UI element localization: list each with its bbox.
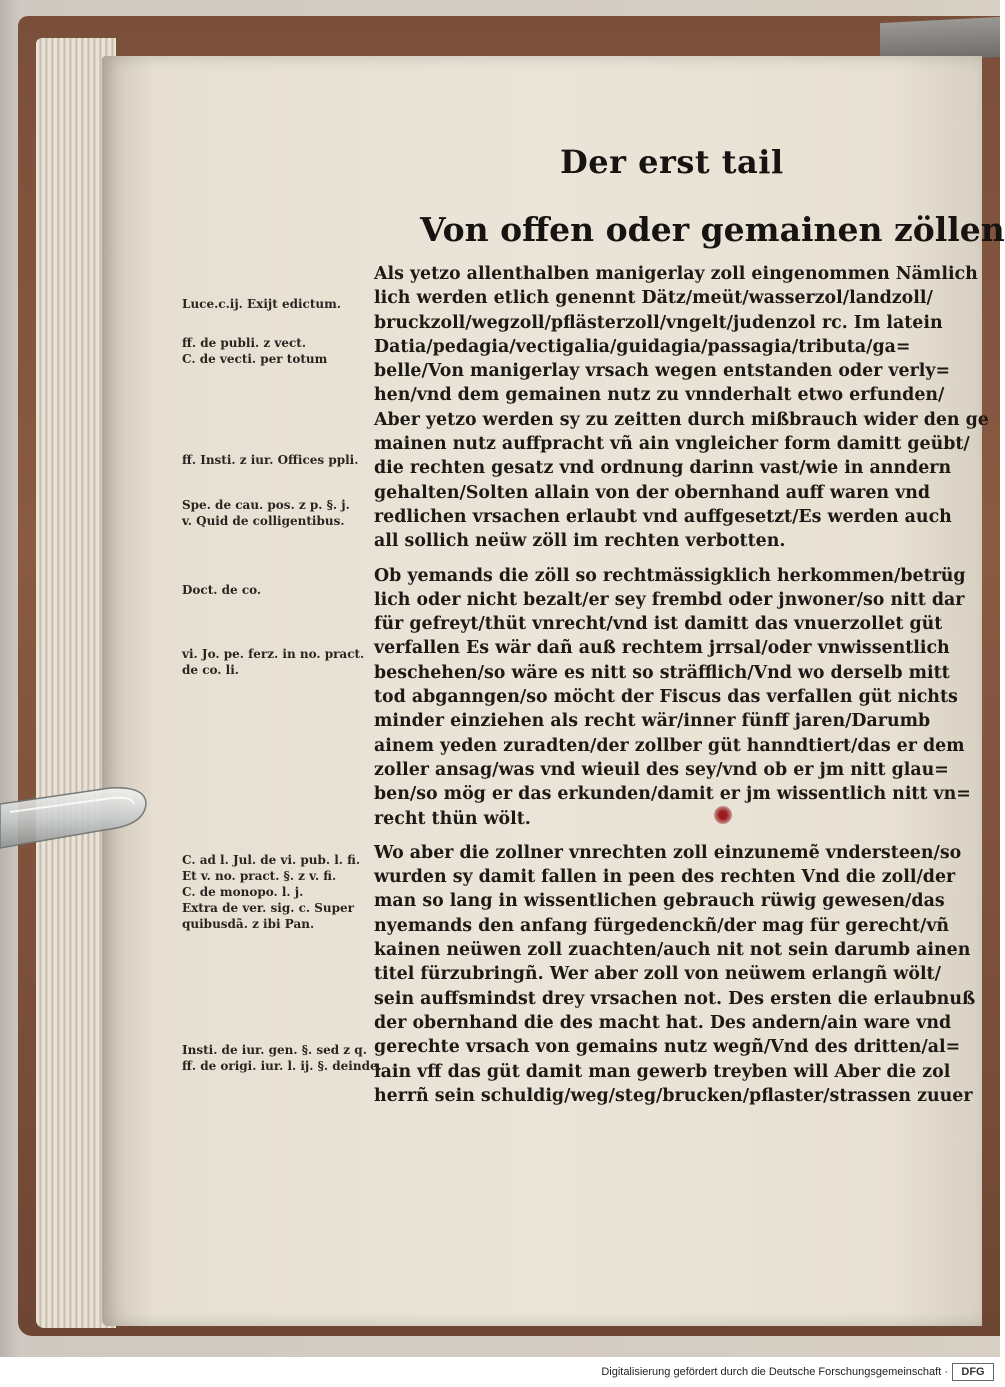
text-line: tod abganngen/so möcht der Fiscus das verfallen güt nichts xyxy=(374,687,958,708)
paragraph-3 xyxy=(374,841,976,1108)
margin-note-line: de co. li. xyxy=(182,663,239,677)
text-line: redlichen vrsachen erlaubt vnd auffgesetzt/Es werden auch xyxy=(374,506,952,527)
margin-note-line: Et v. no. pract. §. z v. fi. xyxy=(182,869,337,883)
main-text-column xyxy=(374,262,989,1108)
text-line: ben/so mög er das erkunden/damit er jm wissentlich nitt vn= xyxy=(374,784,971,805)
text-line: Ob yemands die zöll so rechtmässigklich herkommen/betrüg xyxy=(374,565,966,586)
text-line: recht thün wölt. xyxy=(374,808,531,829)
text-line: nyemands den anfang fürgedenckñ/der mag für gerecht/vñ xyxy=(374,915,950,936)
text-line: lain vff das güt damit man gewerb treyben will Aber die zol xyxy=(374,1061,951,1082)
dfg-logo: DFG xyxy=(952,1363,994,1381)
page-clip xyxy=(0,782,150,852)
text-line: verfallen Es wär dañ auß rechtem jrrsal/oder vnwissentlich xyxy=(374,638,950,659)
section-heading: Von offen oder gemainen zöllen xyxy=(420,210,1005,249)
margin-note-line: Spe. de cau. pos. z p. §. j. xyxy=(182,498,350,512)
text-line: mainen nutz auffpracht vñ ain vngleicher form damitt geübt/ xyxy=(374,434,970,455)
text-line: lich oder nicht bezalt/er sey frembd oder jnwoner/so nitt dar xyxy=(374,589,965,610)
text-line: die rechten gesatz vnd ordnung darinn vast/wie in anndern xyxy=(374,458,952,479)
text-line: all sollich neüw zöll im rechten verbotten. xyxy=(374,531,786,552)
text-line: minder einziehen als recht wär/inner fünff jaren/Darumb xyxy=(374,711,931,732)
margin-note-line: quibusdã. z ibi Pan. xyxy=(182,917,315,931)
text-line: gerechte vrsach von gemains nutz wegñ/Vnd des dritten/al= xyxy=(374,1037,961,1058)
margin-note-line: C. de monopo. l. j. xyxy=(182,885,304,899)
paragraph-1 xyxy=(374,262,989,554)
text-line: belle/Von manigerlay vrsach wegen entstanden oder verly= xyxy=(374,361,951,382)
margin-note xyxy=(182,497,360,529)
margin-note-line: C. ad l. Jul. de vi. pub. l. fi. xyxy=(182,853,361,867)
text-line: herrñ sein schuldig/weg/steg/brucken/pflaster/strassen zuuer xyxy=(374,1085,973,1106)
margin-note-line: v. Quid de colligentibus. xyxy=(182,514,345,528)
text-line: Als yetzo allenthalben manigerlay zoll eingenommen Nämlich xyxy=(374,264,978,284)
text-line: lich werden etlich genennt Dätz/meüt/wasserzol/landzoll/ xyxy=(374,288,933,309)
funding-credit: Digitalisierung gefördert durch die Deutsche Forschungsgemeinschaft · xyxy=(601,1366,948,1378)
text-line: der obernhand die des macht hat. Des andern/ain ware vnd xyxy=(374,1012,952,1033)
text-line: titel fürzubringñ. Wer aber zoll von neüwem erlangñ wölt/ xyxy=(374,964,941,985)
text-line: zoller ansag/was vnd wieuil des sey/vnd ob er jm nitt glau= xyxy=(374,759,949,780)
text-line: Aber yetzo werden sy zu zeitten durch mißbrauch wider den ge xyxy=(374,409,989,430)
text-line: bruckzoll/wegzoll/pflästerzoll/vngelt/judenzol rc. Im latein xyxy=(374,312,943,333)
margin-note xyxy=(182,1042,382,1074)
text-line: ainem yeden zuradten/der zollber güt hanndtiert/das er dem xyxy=(374,735,965,756)
paragraph-2 xyxy=(374,564,971,831)
margin-note xyxy=(182,852,360,932)
margin-note-line: ff. de origi. iur. l. ij. §. deinde. xyxy=(182,1059,382,1073)
margin-note-line: Extra de ver. sig. c. Super xyxy=(182,901,354,915)
margin-note-line: C. de vecti. per totum xyxy=(182,352,328,366)
margin-note xyxy=(182,452,360,468)
text-line: man so lang in wissentlichen gebrauch rüwig gewesen/das xyxy=(374,891,945,912)
text-line: kainen neüwen zoll zuachten/auch nit not sein darumb ainen xyxy=(374,940,971,961)
text-line: für gefreyt/thüt vnrecht/vnd ist damitt das vnuerzollet güt xyxy=(374,614,943,635)
margin-note xyxy=(182,646,365,678)
margin-note-line: vi. Jo. pe. ferz. in no. pract. xyxy=(182,647,365,661)
running-head: Der erst tail xyxy=(560,143,784,181)
red-stain xyxy=(714,806,732,824)
margin-note-line: Doct. de co. xyxy=(182,583,262,597)
text-line: Datia/pedagia/vectigalia/guidagia/passagia/tributa/ga= xyxy=(374,336,911,357)
margin-note-line: Insti. de iur. gen. §. sed z q. xyxy=(182,1043,367,1057)
text-line: Wo aber die zollner vnrechten zoll einzunemẽ vndersteen/so xyxy=(374,842,962,863)
text-line: sein auffsmindst drey vrsachen not. Des ersten die erlaubnuß xyxy=(374,988,976,1009)
margin-note-line: Luce.c.ij. Exijt edictum. xyxy=(182,297,341,311)
margin-note xyxy=(182,335,360,367)
text-line: wurden sy damit fallen in peen des rechten Vnd die zoll/der xyxy=(374,867,956,888)
margin-note-line: ff. de publi. z vect. xyxy=(182,336,307,350)
margin-note-line: ff. Insti. z iur. Offices ppli. xyxy=(182,453,359,467)
margin-note xyxy=(182,296,360,312)
margin-note xyxy=(182,582,360,598)
text-line: beschehen/so wäre es nitt so sträfflich/Vnd wo derselb mitt xyxy=(374,662,950,683)
text-line: hen/vnd dem gemainen nutz zu vnnderhalt etwo erfunden/ xyxy=(374,385,945,406)
text-line: gehalten/Solten allain von der obernhand auff waren vnd xyxy=(374,482,931,503)
